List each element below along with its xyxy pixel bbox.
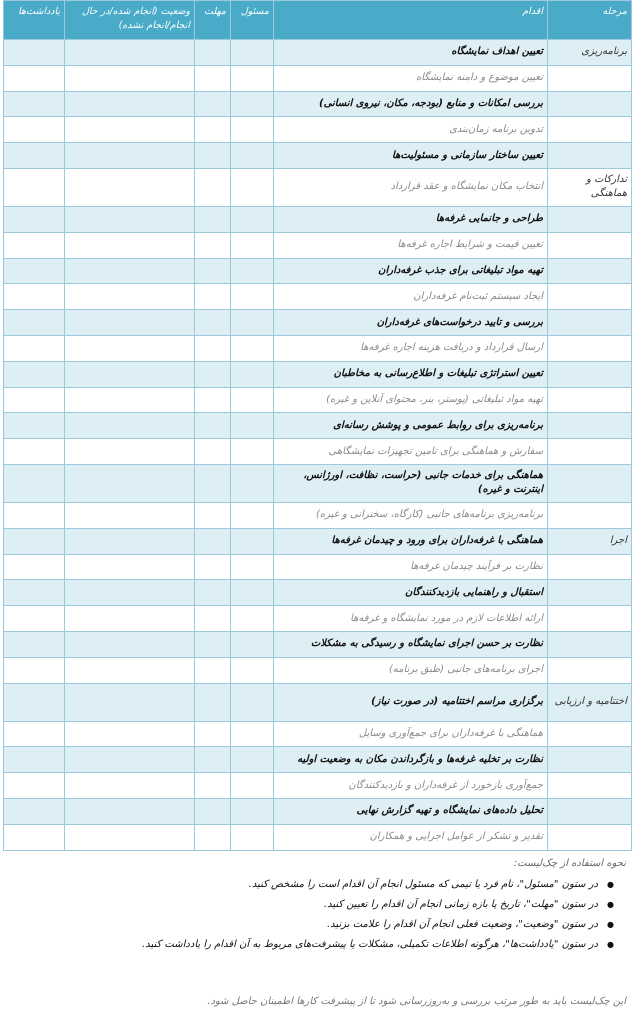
deadline-cell[interactable] [195,631,231,657]
owner-cell[interactable] [231,168,274,206]
stage-cell-empty [548,657,632,683]
deadline-cell[interactable] [195,143,231,169]
table-row [4,65,632,91]
action-text: تعیین موضوع و دامنه نمایشگاه [415,72,543,84]
checklist-table [3,0,632,851]
owner-cell[interactable] [231,502,274,528]
deadline-cell[interactable] [195,747,231,773]
stage-cell-empty [548,464,632,502]
owner-cell[interactable] [231,773,274,799]
table-row [4,168,632,206]
owner-cell[interactable] [231,721,274,747]
header-action: اقدام [274,1,548,40]
table-row [4,657,632,683]
stage-cell-empty [548,387,632,413]
deadline-cell[interactable] [195,502,231,528]
notes-cell[interactable] [4,439,65,465]
action-cell [274,606,548,632]
action-text: برنامه‌ریزی برنامه‌های جانبی (کارگاه، سخنرانی و غیره) [315,509,543,521]
deadline-cell[interactable] [195,528,231,554]
status-cell[interactable] [65,40,195,66]
notes-cell[interactable] [4,206,65,232]
action-text: ارائه اطلاعات لازم در مورد نمایشگاه و غرفه‌ها [350,612,543,624]
deadline-cell[interactable] [195,798,231,824]
status-cell[interactable] [65,773,195,799]
action-cell [274,232,548,258]
deadline-cell[interactable] [195,232,231,258]
action-text: برنامه‌ریزی برای روابط عمومی و پوشش رسانه‌ای [333,419,543,431]
table-row [4,40,632,66]
stage-cell-empty [548,747,632,773]
owner-cell[interactable] [231,657,274,683]
stage-cell: تدارکات و هماهنگی [548,168,632,206]
notes-cell[interactable] [4,554,65,580]
status-cell[interactable] [65,258,195,284]
howto-item-owner: ● در ستون "مسئول"، نام فرد یا تیمی که مسئول انجام آن اقدام است را مشخص کنید. [8,875,608,895]
stage-cell-empty [548,413,632,439]
owner-cell[interactable] [231,232,274,258]
action-text: تحلیل داده‌های نمایشگاه و تهیه گزارش نهایی [356,805,543,817]
action-text: تعیین اهداف نمایشگاه [451,46,543,58]
action-text: جمع‌آوری بازخورد از غرفه‌داران و بازدیدکنندگان [348,779,543,791]
action-text: نظارت بر حسن اجرای نمایشگاه و رسیدگی به مشکلات [310,638,543,650]
owner-cell[interactable] [231,361,274,387]
stage-cell: اختتامیه و ارزیابی [548,683,632,721]
notes-cell[interactable] [4,580,65,606]
notes-cell[interactable] [4,631,65,657]
header-status: وضعیت (انجام شده/در حال انجام/انجام نشده) [65,1,195,40]
action-text: بررسی و تایید درخواست‌های غرفه‌داران [376,316,543,328]
notes-cell[interactable] [4,258,65,284]
owner-cell[interactable] [231,335,274,361]
status-cell[interactable] [65,143,195,169]
stage-cell: برنامه‌ریزی [548,40,632,66]
owner-cell[interactable] [231,439,274,465]
owner-cell[interactable] [231,284,274,310]
notes-cell[interactable] [4,502,65,528]
action-cell [274,528,548,554]
table-row [4,824,632,850]
table-row [4,335,632,361]
table-row [4,117,632,143]
action-cell [274,206,548,232]
deadline-cell[interactable] [195,773,231,799]
owner-cell[interactable] [231,413,274,439]
usage-instructions [8,858,626,955]
action-cell [274,721,548,747]
action-text: انتخاب مکان نمایشگاه و عقد قرارداد [390,181,543,193]
action-cell [274,502,548,528]
notes-cell[interactable] [4,361,65,387]
notes-cell[interactable] [4,335,65,361]
status-cell[interactable] [65,168,195,206]
notes-cell[interactable] [4,773,65,799]
notes-cell[interactable] [4,683,65,721]
action-cell [274,464,548,502]
deadline-cell[interactable] [195,284,231,310]
table-row [4,798,632,824]
status-cell[interactable] [65,528,195,554]
howto-item-deadline: ● در ستون "مهلت"، تاریخ یا بازه زمانی انجام آن اقدام را تعیین کنید. [8,895,608,915]
deadline-cell[interactable] [195,554,231,580]
stage-cell-empty [548,721,632,747]
action-cell [274,683,548,721]
table-row [4,232,632,258]
owner-cell[interactable] [231,683,274,721]
stage-cell-empty [548,65,632,91]
action-text: بررسی امکانات و منابع (بودجه، مکان، نیروی انسانی) [319,97,543,109]
notes-cell[interactable] [4,284,65,310]
table-row [4,310,632,336]
status-cell[interactable] [65,554,195,580]
table-row [4,683,632,721]
status-cell[interactable] [65,824,195,850]
stage-cell-empty [548,258,632,284]
owner-cell[interactable] [231,143,274,169]
action-cell [274,284,548,310]
table-row [4,631,632,657]
owner-cell[interactable] [231,824,274,850]
deadline-cell[interactable] [195,361,231,387]
header-owner: مسئول [231,1,274,40]
deadline-cell[interactable] [195,65,231,91]
owner-cell[interactable] [231,580,274,606]
notes-cell[interactable] [4,387,65,413]
howto-item-status: ● در ستون "وضعیت"، وضعیت فعلی انجام آن اقدام را علامت بزنید. [8,915,608,935]
status-cell[interactable] [65,117,195,143]
deadline-cell[interactable] [195,721,231,747]
header-deadline: مهلت [195,1,231,40]
action-text: سفارش و هماهنگی برای تامین تجهیزات نمایشگاهی [328,445,543,457]
action-cell [274,631,548,657]
notes-cell[interactable] [4,657,65,683]
deadline-cell[interactable] [195,91,231,117]
deadline-cell[interactable] [195,657,231,683]
action-text: اجرای برنامه‌های جانبی (طبق برنامه) [388,664,543,676]
status-cell[interactable] [65,387,195,413]
status-cell[interactable] [65,232,195,258]
stage-cell-empty [548,284,632,310]
status-cell[interactable] [65,721,195,747]
action-text: تقدیر و تشکر از عوامل اجرایی و همکاران [369,831,543,843]
stage-cell-empty [548,631,632,657]
stage-cell-empty [548,580,632,606]
table-row [4,721,632,747]
status-cell[interactable] [65,631,195,657]
deadline-cell[interactable] [195,40,231,66]
owner-cell[interactable] [231,310,274,336]
status-cell[interactable] [65,91,195,117]
table-row [4,439,632,465]
action-cell [274,747,548,773]
stage-cell-empty [548,554,632,580]
notes-cell[interactable] [4,310,65,336]
stage-cell-empty [548,206,632,232]
deadline-cell[interactable] [195,580,231,606]
notes-cell[interactable] [4,464,65,502]
status-cell[interactable] [65,206,195,232]
action-cell [274,258,548,284]
table-row [4,773,632,799]
notes-cell[interactable] [4,40,65,66]
action-cell [274,335,548,361]
owner-cell[interactable] [231,206,274,232]
owner-cell[interactable] [231,464,274,502]
status-cell[interactable] [65,606,195,632]
action-cell [274,439,548,465]
stage-cell-empty [548,361,632,387]
notes-cell[interactable] [4,528,65,554]
status-cell[interactable] [65,657,195,683]
status-cell[interactable] [65,310,195,336]
status-cell[interactable] [65,335,195,361]
deadline-cell[interactable] [195,413,231,439]
deadline-cell[interactable] [195,683,231,721]
table-row [4,258,632,284]
status-cell[interactable] [65,361,195,387]
action-text: استقبال و راهنمایی بازدیدکنندگان [404,586,543,598]
action-cell [274,168,548,206]
action-cell [274,40,548,66]
notes-cell[interactable] [4,824,65,850]
owner-cell[interactable] [231,554,274,580]
action-cell [274,657,548,683]
status-cell[interactable] [65,464,195,502]
table-row [4,206,632,232]
deadline-cell[interactable] [195,335,231,361]
action-text: طراحی و جانمایی غرفه‌ها [435,213,543,225]
notes-cell[interactable] [4,117,65,143]
owner-cell[interactable] [231,65,274,91]
deadline-cell[interactable] [195,206,231,232]
action-cell [274,387,548,413]
owner-cell[interactable] [231,387,274,413]
action-cell [274,580,548,606]
status-cell[interactable] [65,683,195,721]
header-notes: یادداشت‌ها [4,1,65,40]
stage-cell-empty [548,117,632,143]
stage-cell-empty [548,798,632,824]
owner-cell[interactable] [231,91,274,117]
deadline-cell[interactable] [195,117,231,143]
table-row [4,361,632,387]
status-cell[interactable] [65,747,195,773]
stage-cell-empty [548,502,632,528]
action-cell [274,413,548,439]
stage-cell-empty [548,232,632,258]
deadline-cell[interactable] [195,387,231,413]
table-row [4,413,632,439]
action-cell [274,798,548,824]
checklist-body [4,40,632,851]
status-cell[interactable] [65,65,195,91]
owner-cell[interactable] [231,258,274,284]
owner-cell[interactable] [231,747,274,773]
owner-cell[interactable] [231,631,274,657]
closing-note: این چک‌لیست باید به طور مرتب بررسی و به‌روزرسانی شود تا از پیشرفت کارها اطمینان حاصل شود. [207,996,626,1007]
notes-cell[interactable] [4,168,65,206]
status-cell[interactable] [65,284,195,310]
table-header-row [4,1,632,40]
action-cell [274,310,548,336]
stage-cell-empty [548,439,632,465]
stage-cell-empty [548,824,632,850]
action-text: نظارت بر فرآیند چیدمان غرفه‌ها [410,560,543,572]
deadline-cell[interactable] [195,439,231,465]
deadline-cell[interactable] [195,310,231,336]
owner-cell[interactable] [231,606,274,632]
deadline-cell[interactable] [195,464,231,502]
action-cell [274,91,548,117]
status-cell[interactable] [65,798,195,824]
action-cell [274,143,548,169]
deadline-cell[interactable] [195,258,231,284]
table-row [4,464,632,502]
deadline-cell[interactable] [195,606,231,632]
table-row [4,91,632,117]
notes-cell[interactable] [4,747,65,773]
stage-cell-empty [548,335,632,361]
table-row [4,284,632,310]
stage-cell-empty [548,143,632,169]
owner-cell[interactable] [231,528,274,554]
notes-cell[interactable] [4,721,65,747]
notes-cell[interactable] [4,143,65,169]
table-row [4,580,632,606]
action-text: هماهنگی با غرفه‌داران برای ورود و چیدمان غرفه‌ها [331,535,543,547]
notes-cell[interactable] [4,91,65,117]
header-stage: مرحله [548,1,632,40]
deadline-cell[interactable] [195,824,231,850]
stage-cell-empty [548,606,632,632]
howto-item-notes: ● در ستون "یادداشت‌ها"، هرگونه اطلاعات تکمیلی، مشکلات یا پیشرفت‌های مربوط به آن اقدام را یادداشت کنید. [8,935,608,955]
owner-cell[interactable] [231,798,274,824]
action-cell [274,117,548,143]
status-cell[interactable] [65,502,195,528]
action-cell [274,361,548,387]
stage-cell-empty [548,773,632,799]
action-text: برگزاری مراسم اختتامیه (در صورت نیاز) [371,696,543,708]
status-cell[interactable] [65,439,195,465]
action-text: ایجاد سیستم ثبت‌نام غرفه‌داران [413,290,543,302]
action-cell [274,65,548,91]
status-cell[interactable] [65,580,195,606]
notes-cell[interactable] [4,413,65,439]
action-cell [274,773,548,799]
action-text: هماهنگی با غرفه‌داران برای جمع‌آوری وسایل [358,727,543,739]
deadline-cell[interactable] [195,168,231,206]
howto-list [8,875,626,955]
action-text: هماهنگی برای خدمات جانبی (حراست، نظافت، اورژانس، اینترنت و غیره) [303,470,543,496]
table-row [4,606,632,632]
howto-title: نحوه استفاده از چک‌لیست: [513,858,626,869]
notes-cell[interactable] [4,798,65,824]
action-cell [274,824,548,850]
action-text: تعیین قیمت و شرایط اجاره غرفه‌ها [397,239,543,251]
owner-cell[interactable] [231,40,274,66]
action-text: نظارت بر تخلیه غرفه‌ها و بازگرداندن مکان به وضعیت اولیه [297,753,543,765]
table-row [4,528,632,554]
action-text: تعیین ساختار سازمانی و مسئولیت‌ها [392,149,543,161]
notes-cell[interactable] [4,606,65,632]
action-text: ارسال قرارداد و دریافت هزینه اجاره غرفه‌ها [360,342,543,354]
table-row [4,143,632,169]
owner-cell[interactable] [231,117,274,143]
action-text: تعیین استراتژی تبلیغات و اطلاع‌رسانی به مخاطبان [333,368,543,380]
notes-cell[interactable] [4,232,65,258]
action-text: تدوین برنامه زمان‌بندی [449,123,543,135]
stage-cell: اجرا [548,528,632,554]
table-row [4,387,632,413]
table-row [4,502,632,528]
table-row [4,747,632,773]
status-cell[interactable] [65,413,195,439]
action-text: تهیه مواد تبلیغاتی (پوستر، بنر، محتوای آنلاین و غیره) [326,393,543,405]
action-text: تهیه مواد تبلیغاتی برای جذب غرفه‌داران [378,264,543,276]
table-row [4,554,632,580]
stage-cell-empty [548,91,632,117]
action-cell [274,554,548,580]
notes-cell[interactable] [4,65,65,91]
stage-cell-empty [548,310,632,336]
